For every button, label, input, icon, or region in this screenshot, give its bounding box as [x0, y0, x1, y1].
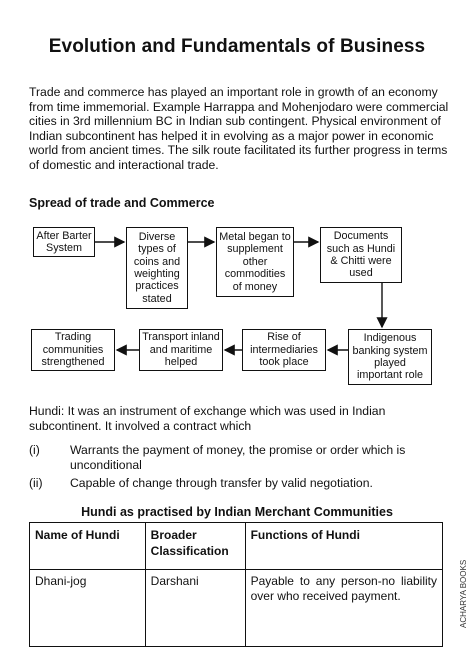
- condition-text: Warrants the payment of money, the promise or order which is unconditional: [70, 443, 406, 472]
- column-header-classification: Broader Classification: [145, 523, 245, 570]
- condition-item: [29, 476, 453, 492]
- table-cell-name: Dhani-jog: [30, 570, 146, 647]
- page-title: Evolution and Fundamentals of Business: [48, 36, 426, 57]
- table-row: [30, 570, 443, 647]
- flow-step-trading: Trading communities strengthened: [31, 329, 115, 371]
- flow-step-coins: Diverse types of coins and weighting practices stated: [126, 227, 188, 309]
- publisher-watermark: ACHARYA BOOKS: [459, 559, 468, 628]
- flow-step-metal: Metal began to supplement other commodities of money: [216, 227, 294, 297]
- table-title: Hundi as practised by Indian Merchant Communities: [81, 505, 393, 519]
- flow-step-intermediaries: Rise of intermediaries took place: [242, 329, 326, 371]
- hundi-table: [29, 522, 443, 647]
- flow-step-barter: After Barter System: [33, 227, 95, 257]
- flow-heading: Spread of trade and Commerce: [29, 196, 215, 210]
- hundi-definition: Hundi: It was an instrument of exchange which was used in Indian subcontinent. It involved a contract which: [29, 404, 386, 433]
- column-header-name: Name of Hundi: [30, 523, 146, 570]
- table-cell-functions: Payable to any person-no liability over who received payment.: [245, 570, 442, 647]
- flow-step-documents: Documents such as Hundi & Chitti were used: [320, 227, 402, 283]
- flow-step-transport: Transport inland and maritime helped: [139, 329, 223, 371]
- column-header-functions: Functions of Hundi: [245, 523, 442, 570]
- condition-number: (i): [29, 443, 40, 457]
- table-cell-classification: Darshani: [145, 570, 245, 647]
- table-header-row: [30, 523, 443, 570]
- condition-number: (ii): [29, 476, 43, 490]
- condition-text: Capable of change through transfer by valid negotiation.: [70, 476, 373, 490]
- flow-step-banking: Indigenous banking system played important role: [348, 329, 432, 385]
- condition-item: [29, 443, 453, 473]
- intro-paragraph: Trade and commerce has played an important role in growth of an economy from time immemorial. Example Harrappa and Mohenjodaro were commercial cities in 3rd millennium BC in Indian sub contingent. Physical environment of Indian subcontinent has helped it in evolving as a major power in economic world from ancient times. The silk route facilitated its further progress in terms of domestic and interactional trade.: [29, 85, 449, 172]
